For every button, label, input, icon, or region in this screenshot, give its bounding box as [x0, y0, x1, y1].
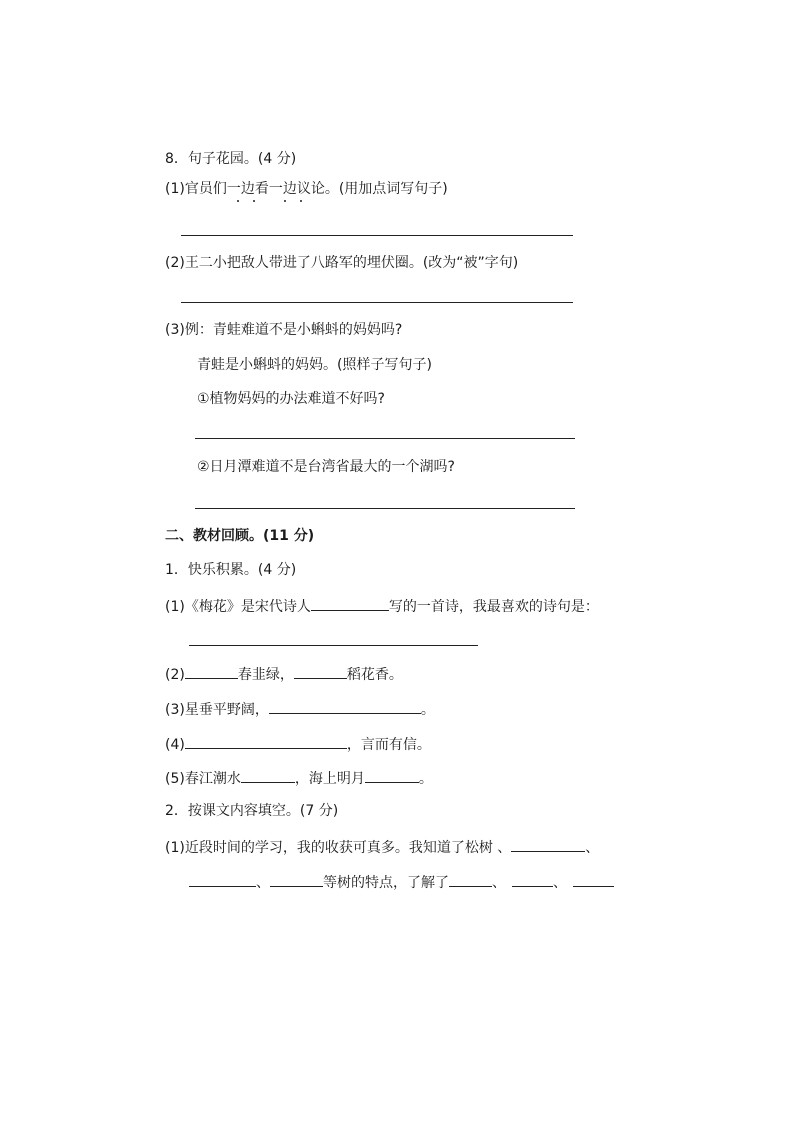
q2-item1-text-d: 等树的特点，了解了 — [323, 875, 449, 891]
blank[interactable] — [512, 872, 553, 887]
blank[interactable] — [269, 699, 421, 714]
blank[interactable] — [185, 734, 347, 749]
answer-line[interactable] — [195, 508, 575, 509]
emphasis-dot — [237, 200, 239, 202]
emphasis-dot — [253, 200, 255, 202]
q1-item4 — [165, 734, 431, 754]
q2-item1-text-b: 、 — [585, 840, 600, 856]
answer-line[interactable] — [195, 438, 575, 439]
q1-item2-text-a: (2) — [165, 667, 185, 683]
q2-item1-text-e: 、 — [492, 875, 506, 891]
q1-item5-text-b: ，海上明月 — [294, 771, 365, 787]
blank[interactable] — [311, 596, 389, 611]
blank[interactable] — [511, 837, 585, 852]
q1-title: 1．快乐积累。(4 分) — [165, 562, 297, 578]
blank[interactable] — [241, 768, 295, 783]
q1-item2-text-c: 稻花香。 — [346, 667, 403, 683]
q8-item2: (2)王二小把敌人带进了八路军的埋伏圈。(改为“被”字句) — [165, 255, 519, 271]
q1-item3 — [165, 699, 435, 719]
q2-item1-text-c: 、 — [256, 875, 270, 891]
q1-item1-text-b: 写的一首诗，我最喜欢的诗句是： — [388, 599, 599, 615]
q1-item5-text-c: 。 — [418, 771, 433, 787]
blank[interactable] — [365, 768, 419, 783]
blank[interactable] — [294, 664, 347, 679]
q1-item1-text-a: (1)《梅花》是宋代诗人 — [165, 599, 311, 615]
q8-item3-example: (3)例：青蛙难道不是小蝌蚪的妈妈吗? — [165, 322, 403, 338]
q1-item1 — [165, 596, 599, 616]
blank[interactable] — [449, 872, 492, 887]
q8-item1: (1)官员们一边看一边议论。(用加点词写句子) — [165, 181, 448, 197]
emphasis-dot — [284, 200, 286, 202]
emphasis-dot — [300, 200, 302, 202]
q1-item2-text-b: 春韭绿， — [237, 667, 294, 683]
q1-item4-text-a: (4) — [165, 737, 185, 753]
q2-item1-line1 — [165, 837, 599, 857]
q2-item1-text-a: (1)近段时间的学习，我的收获可真多。我知道了松树 、 — [165, 840, 512, 856]
q8-item3-instruction: 青蛙是小蝌蚪的妈妈。(照样子写句子) — [197, 357, 432, 373]
answer-line[interactable] — [181, 235, 573, 236]
blank[interactable] — [270, 872, 323, 887]
q2-item1-line2 — [189, 872, 614, 892]
blank[interactable] — [573, 872, 614, 887]
q8-sub1: ①植物妈妈的办法难道不好吗? — [197, 391, 385, 407]
blank[interactable] — [185, 664, 238, 679]
q1-item5 — [165, 768, 433, 788]
answer-line[interactable] — [181, 302, 573, 303]
q2-item1-text-f: 、 — [553, 875, 567, 891]
section2-title: 二、教材回顾。(11 分) — [165, 528, 315, 544]
q8-title: 8．句子花园。(4 分) — [165, 151, 297, 167]
q8-sub2: ②日月潭难道不是台湾省最大的一个湖吗? — [197, 459, 455, 475]
q1-item3-text-a: (3)星垂平野阔， — [165, 702, 269, 718]
q2-title: 2．按课文内容填空。(7 分) — [165, 803, 339, 819]
q1-item5-text-a: (5)春江潮水 — [165, 771, 241, 787]
q1-item2 — [165, 664, 403, 684]
q1-item3-text-b: 。 — [420, 702, 435, 718]
blank[interactable] — [189, 872, 256, 887]
q1-item4-text-b: ，言而有信。 — [346, 737, 431, 753]
answer-line[interactable] — [189, 645, 478, 646]
